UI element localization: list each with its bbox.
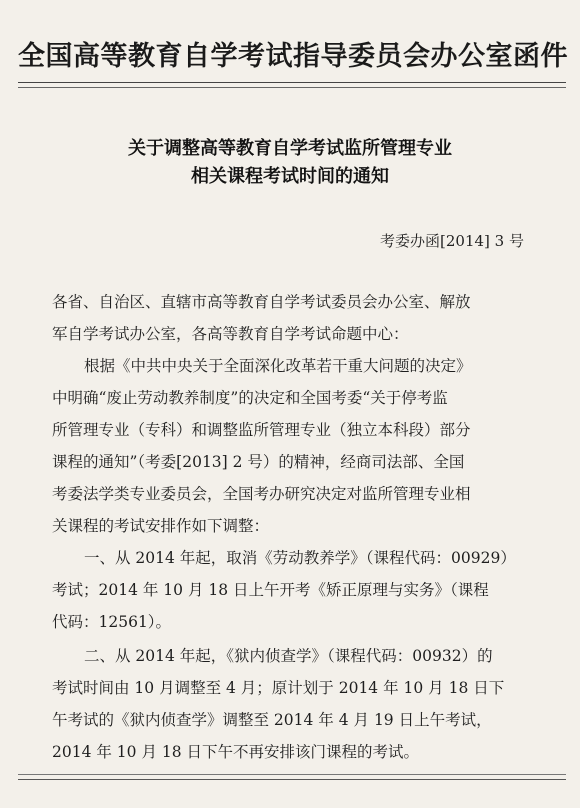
salutation-line: 各省、自治区、直辖市高等教育自学考试委员会办公室、解放 [52, 293, 471, 311]
body-line: 课程的通知”（考委[2013] 2 号）的精神，经商司法部、全国 [52, 453, 465, 471]
item-line: 一、从 2014 年起，取消《劳动教养学》（课程代码：00929） [84, 549, 516, 567]
header-rule [18, 82, 566, 83]
body-line: 根据《中共中央关于全面深化改革若干重大问题的决定》 [84, 357, 472, 375]
item-line: 考试时间由 10 月调整至 4 月；原计划于 2014 年 10 月 18 日下 [52, 679, 505, 697]
header-rule-secondary [18, 87, 566, 88]
item-one [52, 542, 542, 638]
item-line: 2014 年 10 月 18 日下午不再安排该门课程的考试。 [52, 743, 420, 761]
item-line: 代码：12561）。 [52, 613, 172, 631]
footer-rule [18, 774, 566, 775]
footer-rule-secondary [18, 779, 566, 780]
body-line: 考委法学类专业委员会，全国考办研究决定对监所管理专业相 [52, 485, 471, 503]
body-paragraph [52, 350, 542, 542]
letterhead: 全国高等教育自学考试指导委员会办公室函件 [18, 41, 568, 72]
notice-title-line-1: 关于调整高等教育自学考试监所管理专业 [128, 138, 452, 159]
salutation [52, 286, 542, 350]
notice-title-line-2: 相关课程考试时间的通知 [191, 166, 389, 187]
item-line: 考试；2014 年 10 月 18 日上午开考《矫正原理与实务》（课程 [52, 581, 489, 599]
item-line: 二、从 2014 年起，《狱内侦查学》（课程代码：00932）的 [84, 647, 493, 665]
body-line: 中明确“废止劳动教养制度”的决定和全国考委“关于停考监 [52, 389, 448, 407]
body-line: 关课程的考试安排作如下调整： [52, 517, 270, 535]
body-line: 所管理专业（专科）和调整监所管理专业（独立本科段）部分 [52, 421, 471, 439]
item-line: 午考试的《狱内侦查学》调整至 2014 年 4 月 19 日上午考试， [52, 711, 492, 729]
salutation-line: 军自学考试办公室，各高等教育自学考试命题中心： [52, 325, 409, 343]
document-number: 考委办函[2014] 3 号 [380, 232, 524, 250]
item-two [52, 640, 542, 768]
